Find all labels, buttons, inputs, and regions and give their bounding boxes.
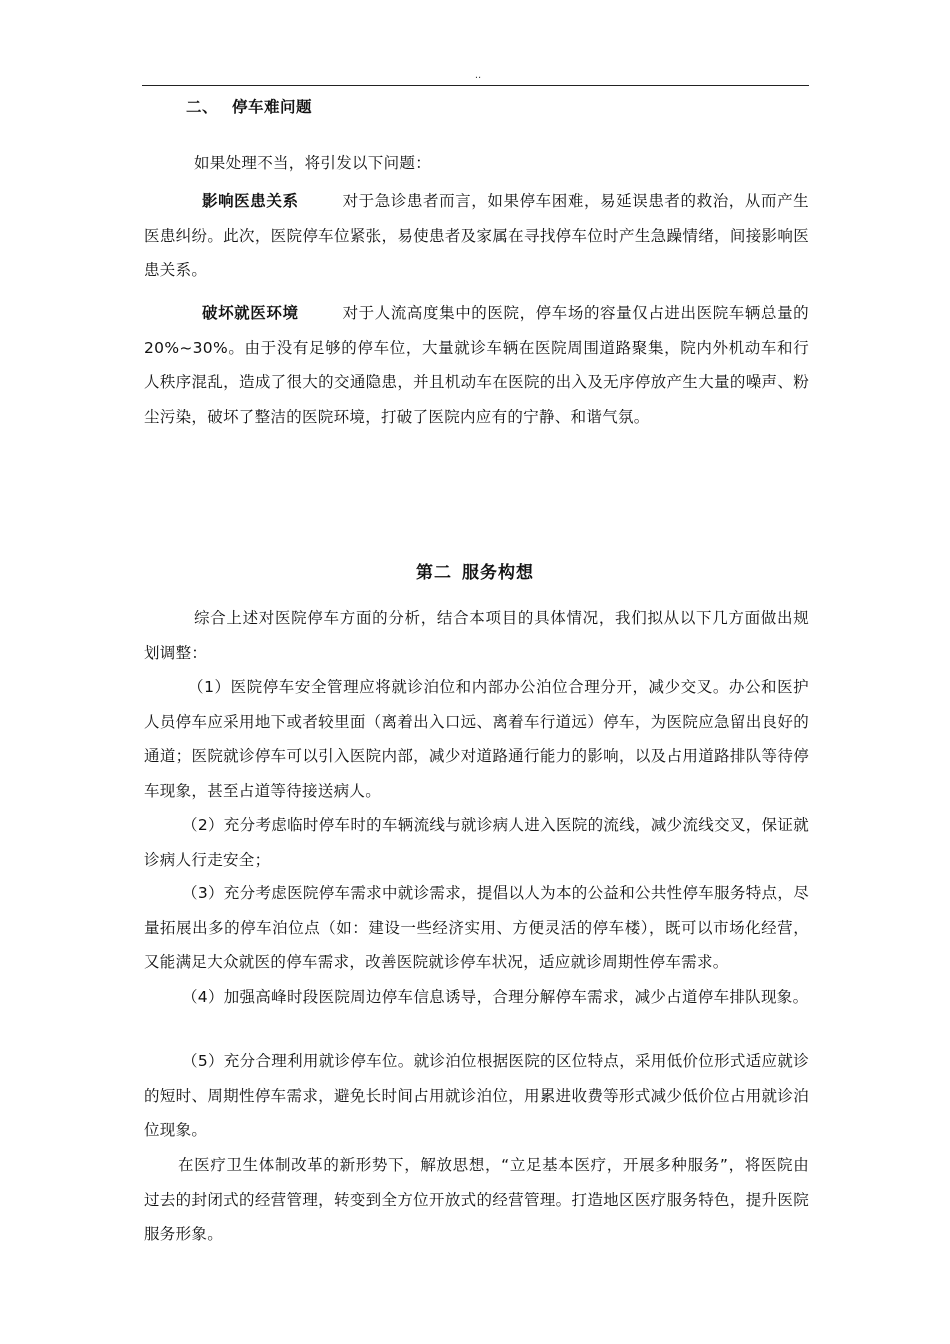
plan-point-text: （3）充分考虑医院停车需求中就诊需求，提倡以人为本的公益和公共性停车服务特点，尽量拓展出多的停车泊位点（如：建设一些经济实用、方便灵活的停车楼），既可以市场化经营，又能满足大众就医的停车需求，改善医院就诊停车状况，适应就诊周期性停车需求。	[144, 884, 809, 972]
plan-point-text: （5）充分合理利用就诊停车位。就诊泊位根据医院的区位特点，采用低价位形式适应就诊的短时、周期性停车需求，避免长时间占用就诊泊位，用累进收费等形式减少低价位占用就诊泊位现象。	[144, 1052, 809, 1140]
plan-point-2	[144, 808, 809, 877]
plan-point-text: （2）充分考虑临时停车时的车辆流线与就诊病人进入医院的流线，减少流线交叉，保证就诊病人行走安全；	[144, 816, 809, 869]
section-number: 二、	[186, 98, 219, 116]
plan-point-text: （1）医院停车安全管理应将就诊泊位和内部办公泊位合理分开，减少交叉。办公和医护人员停车应采用地下或者较里面（离着出入口远、离着车行道远）停车，为医院应急留出良好的通道；医院就诊停车可以引入医院内部，减少对道路通行能力的影响，以及占用道路排队等待停车现象，甚至占道等待接送病人。	[144, 678, 809, 800]
conclusion-paragraph	[144, 1148, 809, 1252]
conclusion-text: 在医疗卫生体制改革的新形势下，解放思想，“立足基本医疗，开展多种服务”，将医院由过去的封闭式的经营管理，转变到全方位开放式的经营管理。打造地区医疗服务特色，提升医院服务形象。	[144, 1156, 809, 1244]
issue-text: 对于急诊患者而言，如果停车困难，易延误患者的救治，从而产生医患纠纷。此次，医院停车位紧张，易使患者及家属在寻找停车位时产生急躁情绪，间接影响医患关系。	[144, 192, 809, 280]
issue-paragraph-2	[144, 296, 809, 434]
chapter-intro-text: 综合上述对医院停车方面的分析，结合本项目的具体情况，我们拟从以下几方面做出规划调整：	[144, 609, 809, 662]
section-title: 停车难问题	[232, 98, 313, 116]
plan-point-text: （4）加强高峰时段医院周边停车信息诱导，合理分解停车需求，减少占道停车排队现象。	[182, 988, 809, 1006]
issue-term: 影响医患关系	[202, 192, 299, 210]
section-heading	[186, 93, 312, 121]
header-mark: ..	[474, 70, 482, 81]
section-intro-text: 如果处理不当，将引发以下问题：	[194, 154, 432, 172]
section-intro	[144, 146, 809, 181]
chapter-intro	[144, 601, 809, 670]
chapter-title	[0, 558, 950, 588]
issue-text: 对于人流高度集中的医院，停车场的容量仅占进出医院车辆总量的 20%~30%。由于没有足够的停车位，大量就诊车辆在医院周围道路聚集，院内外机动车和行人秩序混乱，造成了很大的交通隐患，并且机动车在医院的出入及无序停放产生大量的噪声、粉尘污染，破坏了整洁的医院环境，打破了医院内应有的宁静、和谐气氛。	[144, 304, 809, 426]
chapter-title-text: 服务构想	[462, 563, 534, 583]
plan-point-1	[144, 670, 809, 808]
chapter-number: 第二	[416, 563, 452, 583]
issue-paragraph-1	[144, 184, 809, 288]
plan-point-4	[144, 980, 809, 1015]
issue-term: 破坏就医环境	[202, 304, 299, 322]
plan-point-5	[144, 1044, 809, 1148]
plan-point-3	[144, 876, 809, 980]
header-rule	[142, 85, 809, 86]
